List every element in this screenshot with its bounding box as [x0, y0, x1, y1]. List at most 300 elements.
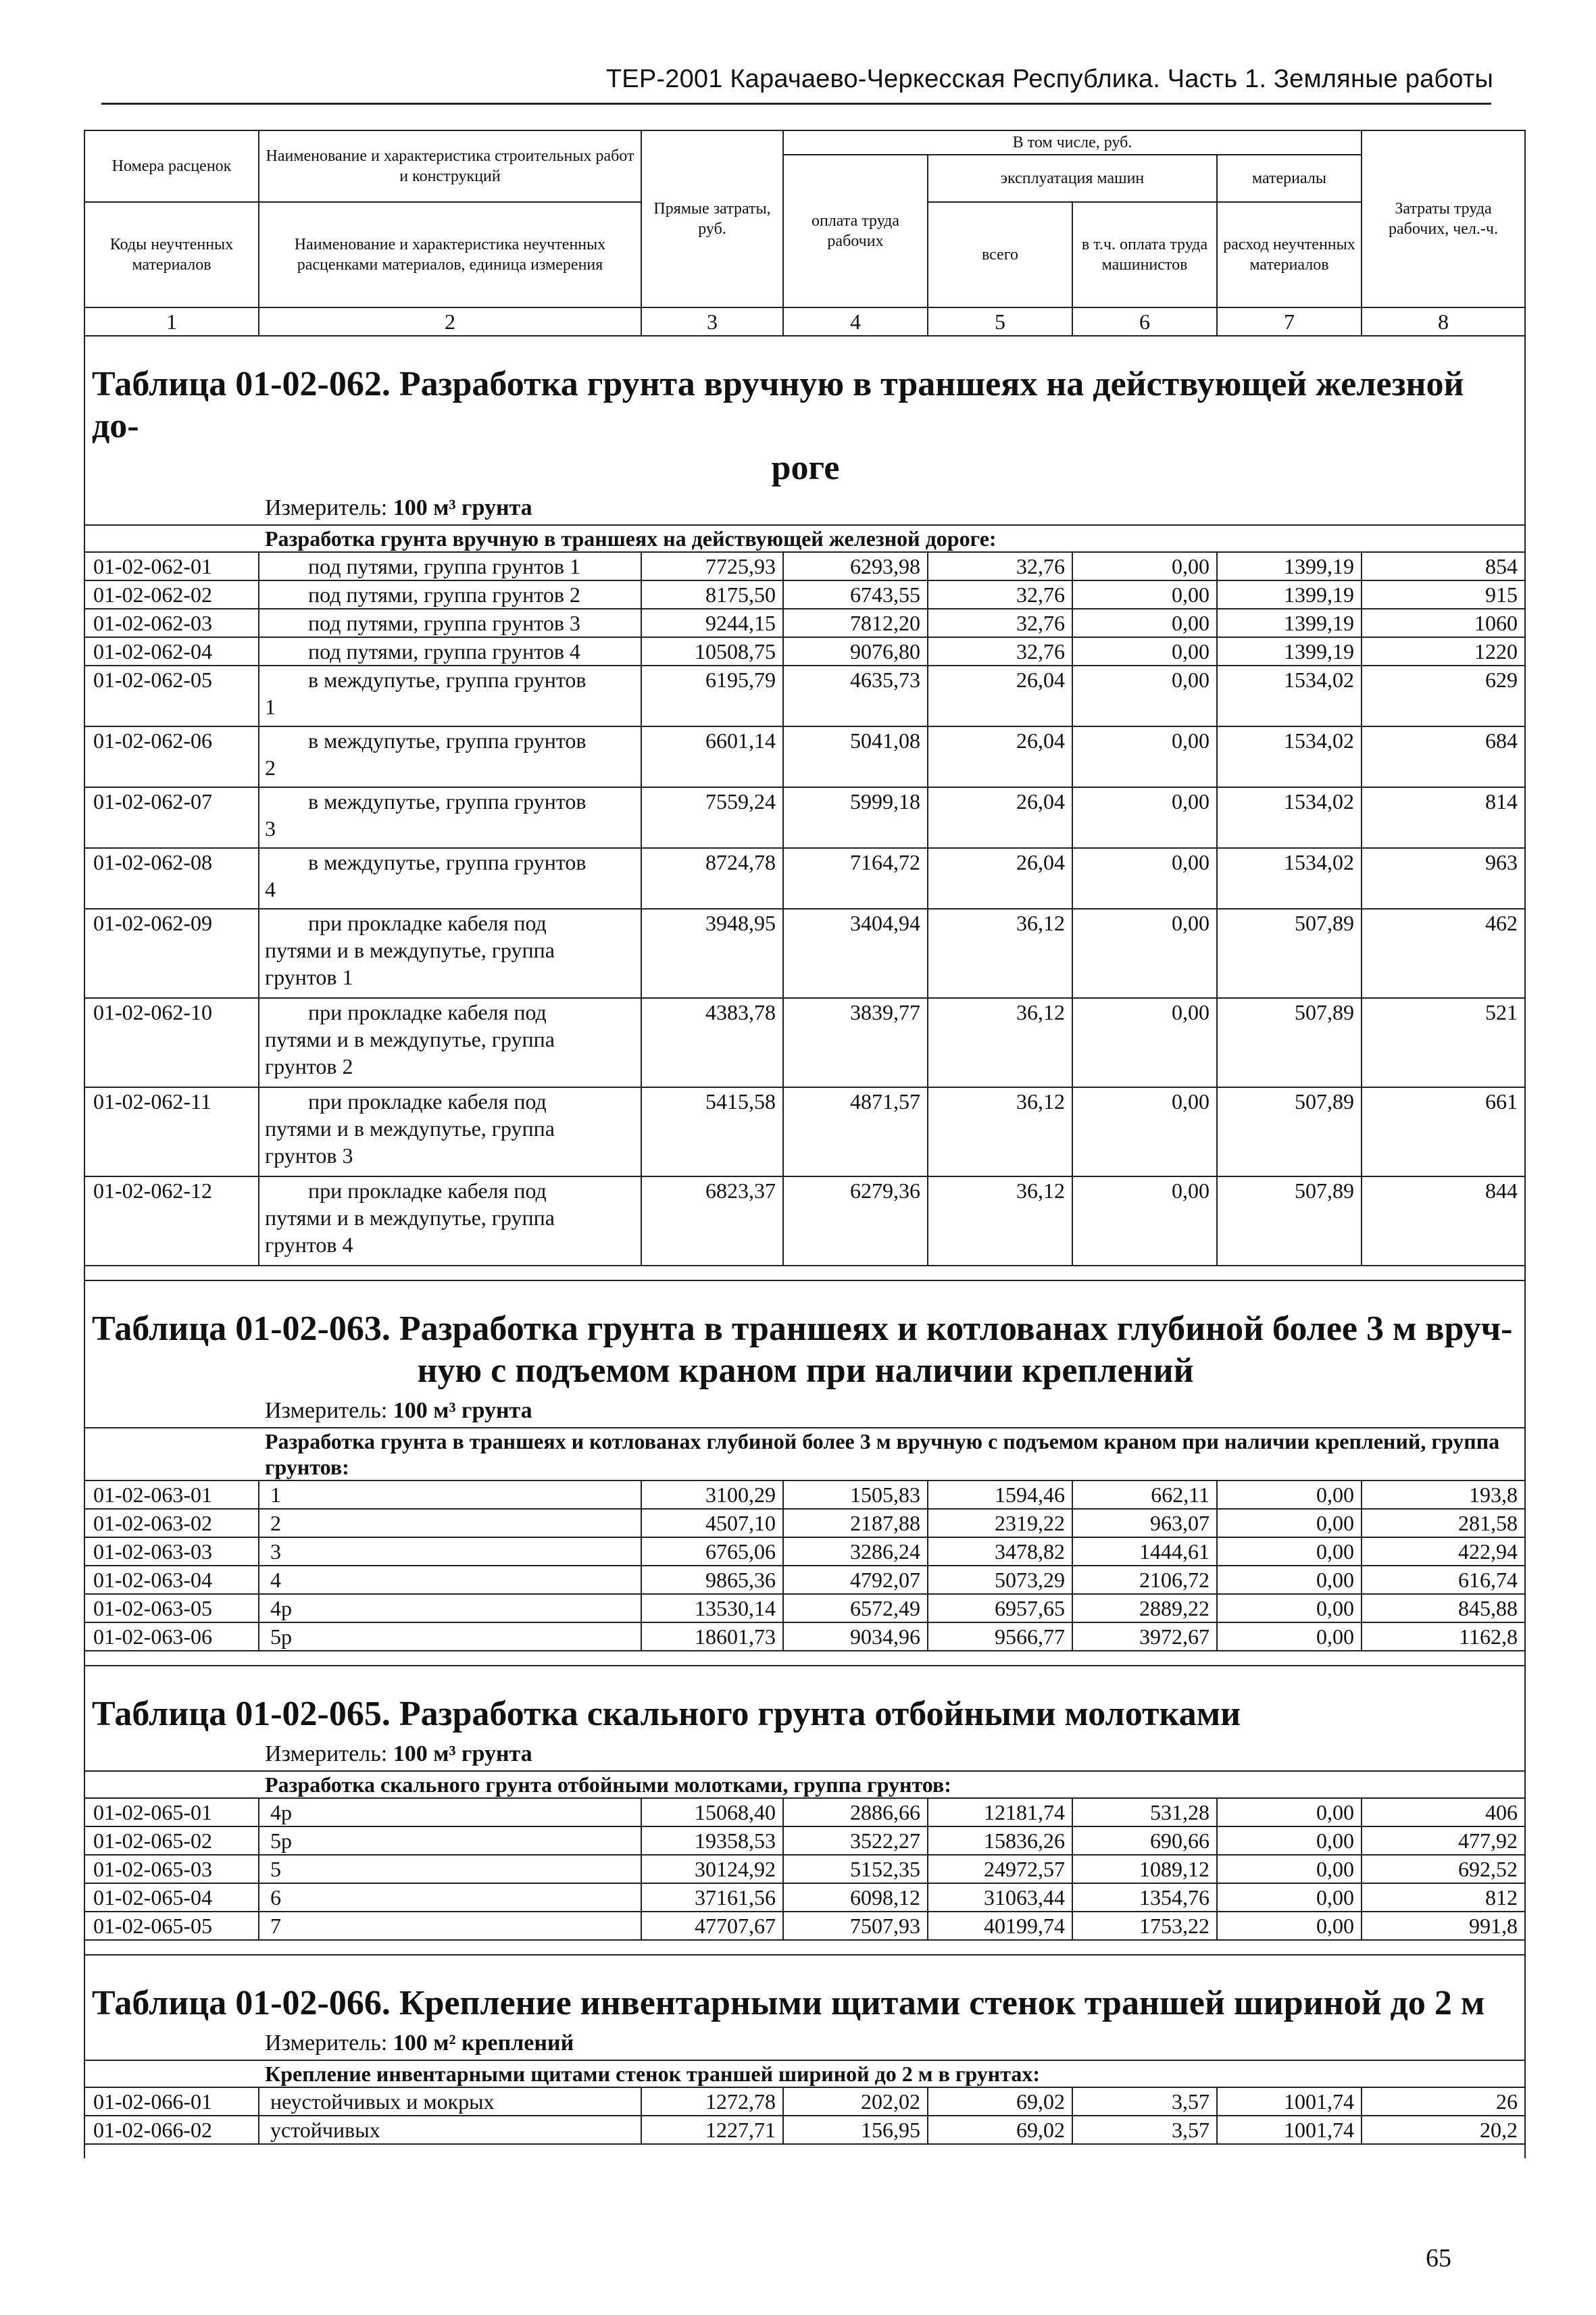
- table-body: [84, 336, 1525, 2158]
- value-c5: 69,02: [928, 2116, 1072, 2144]
- value-c7: 0,00: [1217, 1509, 1362, 1537]
- value-c3: 6765,06: [641, 1537, 783, 1566]
- unit-row: [84, 489, 1525, 525]
- value-c8: 854: [1362, 552, 1525, 580]
- value-c7: 0,00: [1217, 1566, 1362, 1594]
- work-name: при прокладке кабеля под: [308, 1089, 547, 1114]
- work-name-cell: [259, 1798, 641, 1826]
- rate-code: 01-02-062-08: [84, 848, 259, 909]
- value-c4: 156,95: [783, 2116, 928, 2144]
- work-name-line-3: грунтов 1: [265, 965, 353, 989]
- value-c6: 0,00: [1072, 1176, 1217, 1266]
- value-c3: 8175,50: [641, 580, 783, 609]
- table-row: [84, 787, 1525, 848]
- value-c8: 1220: [1362, 637, 1525, 666]
- page-number: 65: [1426, 2244, 1451, 2272]
- value-c7: 507,89: [1217, 998, 1362, 1087]
- work-name-cell: [259, 666, 641, 726]
- work-name: 5р: [270, 1828, 292, 1853]
- value-c6: 0,00: [1072, 609, 1217, 637]
- table-row: [84, 998, 1525, 1087]
- value-c5: 6957,65: [928, 1594, 1072, 1622]
- value-c6: 963,07: [1072, 1509, 1217, 1537]
- rate-code: 01-02-062-03: [84, 609, 259, 637]
- value-c7: 0,00: [1217, 1826, 1362, 1855]
- value-c3: 5415,58: [641, 1087, 783, 1176]
- work-name-cell: [259, 609, 641, 637]
- work-name-cell: [259, 787, 641, 848]
- value-c8: 20,2: [1362, 2116, 1525, 2144]
- value-c4: 7812,20: [783, 609, 928, 637]
- work-name-line-2: 2: [265, 755, 276, 780]
- table-row: [84, 1509, 1525, 1537]
- table-row: [84, 1855, 1525, 1883]
- spacer-cell: [84, 1266, 1525, 1280]
- value-c8: 1060: [1362, 609, 1525, 637]
- value-c5: 1594,46: [928, 1480, 1072, 1509]
- table-row: [84, 1798, 1525, 1826]
- value-c7: 1399,19: [1217, 637, 1362, 666]
- value-c4: 6572,49: [783, 1594, 928, 1622]
- value-c4: 4871,57: [783, 1087, 928, 1176]
- value-c6: 2889,22: [1072, 1594, 1217, 1622]
- value-c8: 915: [1362, 580, 1525, 609]
- value-c7: 0,00: [1217, 1883, 1362, 1912]
- value-c4: 5999,18: [783, 787, 928, 848]
- value-c5: 26,04: [928, 726, 1072, 787]
- unit-value: 100 м³ грунта: [393, 495, 532, 520]
- value-c4: 7164,72: [783, 848, 928, 909]
- value-c6: 0,00: [1072, 637, 1217, 666]
- section-title: Таблица 01-02-065. Разработка скального грунта отбойными молотками: [92, 1695, 1241, 1733]
- value-c6: 3972,67: [1072, 1622, 1217, 1651]
- table-row: [84, 552, 1525, 580]
- section-subheader: Крепление инвентарными щитами стенок траншей шириной до 2 м в грунтах:: [84, 2060, 1525, 2087]
- work-name: в междупутье, группа грунтов: [308, 850, 587, 874]
- unit-line: [85, 495, 1524, 522]
- unit-value: 100 м³ грунта: [393, 1398, 532, 1423]
- section-title: Таблица 01-02-063. Разработка грунта в траншеях и котлованах глубиной более 3 м вруч-: [92, 1310, 1513, 1348]
- work-name-cell: [259, 1622, 641, 1651]
- work-name-cell: [259, 998, 641, 1087]
- value-c3: 1272,78: [641, 2087, 783, 2116]
- section-title-cell: [84, 1280, 1525, 1392]
- table-row: [84, 609, 1525, 637]
- table-row: [84, 637, 1525, 666]
- column-header-2-top: Наименование и характеристика строительных работ и конструкций: [259, 130, 641, 202]
- table-row: [84, 1176, 1525, 1266]
- work-name: 1: [270, 1483, 281, 1507]
- work-name-cell: [259, 580, 641, 609]
- work-name: в междупутье, группа грунтов: [308, 728, 587, 753]
- column-header-machines: эксплуатация машин: [928, 155, 1217, 202]
- value-c4: 5152,35: [783, 1855, 928, 1883]
- value-c6: 0,00: [1072, 580, 1217, 609]
- value-c8: 521: [1362, 998, 1525, 1087]
- value-c4: 1505,83: [783, 1480, 928, 1509]
- value-c5: 36,12: [928, 1087, 1072, 1176]
- work-name: 4: [270, 1568, 281, 1592]
- value-c3: 1227,71: [641, 2116, 783, 2144]
- value-c3: 37161,56: [641, 1883, 783, 1912]
- value-c7: 507,89: [1217, 1176, 1362, 1266]
- value-c4: 3522,27: [783, 1826, 928, 1855]
- unit-line: [85, 1741, 1524, 1768]
- value-c7: 1001,74: [1217, 2087, 1362, 2116]
- value-c7: 1001,74: [1217, 2116, 1362, 2144]
- value-c8: 193,8: [1362, 1480, 1525, 1509]
- section-spacer: [84, 2144, 1525, 2158]
- section-title-cell: [84, 336, 1525, 489]
- table-row: [84, 1537, 1525, 1566]
- section-subheader: Разработка грунта вручную в траншеях на действующей железной дороге:: [84, 525, 1525, 552]
- unit-cell: [84, 1392, 1525, 1428]
- value-c3: 7559,24: [641, 787, 783, 848]
- value-c4: 6293,98: [783, 552, 928, 580]
- subheader-row: [84, 1428, 1525, 1480]
- rates-table: [84, 130, 1526, 2158]
- value-c3: 4507,10: [641, 1509, 783, 1537]
- value-c4: 4792,07: [783, 1566, 928, 1594]
- work-name-line-2: 4: [265, 877, 276, 901]
- column-number: 3: [641, 307, 783, 336]
- section-spacer: [84, 1940, 1525, 1955]
- work-name-cell: [259, 1480, 641, 1509]
- work-name-cell: [259, 1566, 641, 1594]
- value-c3: 3100,29: [641, 1480, 783, 1509]
- value-c7: 0,00: [1217, 1855, 1362, 1883]
- value-c3: 9244,15: [641, 609, 783, 637]
- value-c6: 2106,72: [1072, 1566, 1217, 1594]
- work-name: при прокладке кабеля под: [308, 911, 547, 935]
- value-c3: 6195,79: [641, 666, 783, 726]
- value-c7: 0,00: [1217, 1622, 1362, 1651]
- section-spacer: [84, 1651, 1525, 1666]
- value-c5: 32,76: [928, 637, 1072, 666]
- rate-code: 01-02-065-05: [84, 1912, 259, 1940]
- subheader-row: [84, 2060, 1525, 2087]
- work-name: 3: [270, 1539, 281, 1564]
- value-c6: 690,66: [1072, 1826, 1217, 1855]
- value-c8: 991,8: [1362, 1912, 1525, 1940]
- table-row: [84, 848, 1525, 909]
- value-c8: 845,88: [1362, 1594, 1525, 1622]
- unit-label: Измеритель:: [265, 1398, 393, 1423]
- work-name-cell: [259, 1594, 641, 1622]
- section-subheader: Разработка грунта в траншеях и котлованах глубиной более 3 м вручную с подъемом краном при наличии креплений, группа грунтов:: [84, 1428, 1525, 1480]
- value-c8: 844: [1362, 1176, 1525, 1266]
- column-header-7: расход неучтенных материалов: [1217, 202, 1362, 307]
- value-c4: 7507,93: [783, 1912, 928, 1940]
- rate-code: 01-02-063-01: [84, 1480, 259, 1509]
- rate-code: 01-02-063-06: [84, 1622, 259, 1651]
- value-c4: 2187,88: [783, 1509, 928, 1537]
- work-name-cell: [259, 1509, 641, 1537]
- spacer-cell: [84, 1651, 1525, 1666]
- unit-cell: [84, 1735, 1525, 1771]
- value-c5: 24972,57: [928, 1855, 1072, 1883]
- unit-row: [84, 1735, 1525, 1771]
- unit-row: [84, 1392, 1525, 1428]
- value-c6: 1753,22: [1072, 1912, 1217, 1940]
- column-header-5: всего: [928, 202, 1072, 307]
- value-c5: 26,04: [928, 666, 1072, 726]
- value-c6: 3,57: [1072, 2087, 1217, 2116]
- rate-code: 01-02-062-09: [84, 909, 259, 998]
- value-c7: 0,00: [1217, 1537, 1362, 1566]
- value-c5: 26,04: [928, 848, 1072, 909]
- work-name: под путями, группа грунтов 1: [308, 554, 580, 578]
- column-number: 6: [1072, 307, 1217, 336]
- value-c7: 1534,02: [1217, 787, 1362, 848]
- value-c5: 32,76: [928, 609, 1072, 637]
- rate-code: 01-02-062-06: [84, 726, 259, 787]
- value-c5: 15836,26: [928, 1826, 1072, 1855]
- value-c6: 0,00: [1072, 848, 1217, 909]
- value-c8: 477,92: [1362, 1826, 1525, 1855]
- value-c8: 963: [1362, 848, 1525, 909]
- work-name: устойчивых: [270, 2118, 380, 2142]
- value-c4: 9076,80: [783, 637, 928, 666]
- unit-label: Измеритель:: [265, 495, 393, 520]
- spacer-cell: [84, 1940, 1525, 1955]
- work-name: при прокладке кабеля под: [308, 1000, 547, 1024]
- column-header-8: Затраты труда рабочих, чел.-ч.: [1362, 130, 1525, 307]
- value-c6: 662,11: [1072, 1480, 1217, 1509]
- section-title-cell: [84, 1666, 1525, 1735]
- work-name-line-2: путями и в междупутье, группа: [265, 1116, 555, 1141]
- value-c5: 32,76: [928, 552, 1072, 580]
- rate-code: 01-02-062-05: [84, 666, 259, 726]
- column-number: 5: [928, 307, 1072, 336]
- work-name-cell: [259, 1537, 641, 1566]
- unit-line: [85, 1397, 1524, 1424]
- value-c8: 684: [1362, 726, 1525, 787]
- value-c4: 6743,55: [783, 580, 928, 609]
- value-c8: 812: [1362, 1883, 1525, 1912]
- value-c4: 9034,96: [783, 1622, 928, 1651]
- value-c6: 1089,12: [1072, 1855, 1217, 1883]
- rate-code: 01-02-062-02: [84, 580, 259, 609]
- value-c7: 1534,02: [1217, 666, 1362, 726]
- table-row: [84, 580, 1525, 609]
- work-name-cell: [259, 2087, 641, 2116]
- column-header-3: Прямые затраты, руб.: [641, 130, 783, 307]
- work-name: 5: [270, 1857, 281, 1881]
- work-name-line-3: грунтов 2: [265, 1054, 353, 1078]
- column-number: 8: [1362, 307, 1525, 336]
- work-name-cell: [259, 1912, 641, 1940]
- value-c8: 814: [1362, 787, 1525, 848]
- work-name-cell: [259, 2116, 641, 2144]
- work-name: 4р: [270, 1596, 292, 1620]
- rate-code: 01-02-062-04: [84, 637, 259, 666]
- column-header-6: в т.ч. оплата труда машинистов: [1072, 202, 1217, 307]
- table-row: [84, 1883, 1525, 1912]
- value-c5: 36,12: [928, 1176, 1072, 1266]
- work-name-line-2: путями и в междупутье, группа: [265, 1027, 555, 1051]
- work-name-cell: [259, 1826, 641, 1855]
- table-row: [84, 666, 1525, 726]
- table-row: [84, 909, 1525, 998]
- value-c3: 7725,93: [641, 552, 783, 580]
- section-spacer: [84, 1266, 1525, 1280]
- unit-cell: [84, 2024, 1525, 2060]
- value-c7: 1534,02: [1217, 726, 1362, 787]
- value-c8: 406: [1362, 1798, 1525, 1826]
- value-c3: 3948,95: [641, 909, 783, 998]
- value-c5: 36,12: [928, 909, 1072, 998]
- work-name: 4р: [270, 1800, 292, 1824]
- work-name: под путями, группа грунтов 3: [308, 611, 580, 635]
- rates-table-wrapper: [84, 130, 1524, 2158]
- column-header-1-top: Номера расценок: [84, 130, 259, 202]
- value-c8: 661: [1362, 1087, 1525, 1176]
- work-name: в междупутье, группа грунтов: [308, 789, 587, 814]
- work-name: 7: [270, 1914, 281, 1938]
- value-c4: 3404,94: [783, 909, 928, 998]
- value-c6: 0,00: [1072, 787, 1217, 848]
- rate-code: 01-02-062-01: [84, 552, 259, 580]
- work-name-cell: [259, 1087, 641, 1176]
- value-c5: 40199,74: [928, 1912, 1072, 1940]
- value-c8: 616,74: [1362, 1566, 1525, 1594]
- work-name-line-3: грунтов 3: [265, 1143, 353, 1168]
- column-number: 4: [783, 307, 928, 336]
- value-c8: 26: [1362, 2087, 1525, 2116]
- rate-code: 01-02-062-10: [84, 998, 259, 1087]
- column-header-1-bottom: Коды неучтенных материалов: [84, 202, 259, 307]
- column-number: 2: [259, 307, 641, 336]
- table-row: [84, 1826, 1525, 1855]
- value-c6: 531,28: [1072, 1798, 1217, 1826]
- value-c5: 3478,82: [928, 1537, 1072, 1566]
- unit-row: [84, 2024, 1525, 2060]
- work-name-cell: [259, 1176, 641, 1266]
- value-c7: 0,00: [1217, 1798, 1362, 1826]
- value-c5: 5073,29: [928, 1566, 1072, 1594]
- work-name-cell: [259, 1883, 641, 1912]
- section-title-row: [84, 1280, 1525, 1392]
- table-header: [84, 130, 1525, 307]
- work-name: 6: [270, 1885, 281, 1910]
- value-c8: 1162,8: [1362, 1622, 1525, 1651]
- value-c3: 8724,78: [641, 848, 783, 909]
- rate-code: 01-02-065-01: [84, 1798, 259, 1826]
- work-name: неустойчивых и мокрых: [270, 2089, 495, 2114]
- table-row: [84, 1594, 1525, 1622]
- work-name: под путями, группа грунтов 2: [308, 582, 580, 607]
- value-c5: 12181,74: [928, 1798, 1072, 1826]
- unit-value: 100 м³ грунта: [393, 1741, 532, 1766]
- subheader-row: [84, 1771, 1525, 1798]
- value-c3: 13530,14: [641, 1594, 783, 1622]
- value-c4: 4635,73: [783, 666, 928, 726]
- value-c3: 6823,37: [641, 1176, 783, 1266]
- column-header-4: оплата труда рабочих: [783, 155, 928, 307]
- section-title-continued: роге: [771, 449, 840, 487]
- work-name-cell: [259, 1855, 641, 1883]
- value-c4: 202,02: [783, 2087, 928, 2116]
- section-title-row: [84, 336, 1525, 489]
- value-c3: 18601,73: [641, 1622, 783, 1651]
- value-c7: 0,00: [1217, 1912, 1362, 1940]
- value-c8: 462: [1362, 909, 1525, 998]
- unit-line: [85, 2030, 1524, 2057]
- value-c6: 3,57: [1072, 2116, 1217, 2144]
- value-c3: 10508,75: [641, 637, 783, 666]
- value-c4: 6098,12: [783, 1883, 928, 1912]
- section-title: Таблица 01-02-062. Разработка грунта вручную в траншеях на действующей железной до-: [92, 365, 1464, 445]
- value-c6: 0,00: [1072, 666, 1217, 726]
- work-name: 5р: [270, 1624, 292, 1649]
- work-name-line-2: путями и в междупутье, группа: [265, 1205, 555, 1230]
- work-name-cell: [259, 637, 641, 666]
- work-name-line-2: путями и в междупутье, группа: [265, 938, 555, 962]
- rate-code: 01-02-065-03: [84, 1855, 259, 1883]
- rate-code: 01-02-063-02: [84, 1509, 259, 1537]
- value-c3: 30124,92: [641, 1855, 783, 1883]
- table-row: [84, 726, 1525, 787]
- column-group-header: В том числе, руб.: [783, 130, 1362, 155]
- value-c5: 26,04: [928, 787, 1072, 848]
- value-c4: 2886,66: [783, 1798, 928, 1826]
- work-name-line-2: 3: [265, 816, 276, 841]
- section-title-continued: ную с подъемом краном при наличии креплений: [417, 1351, 1194, 1390]
- section-title-row: [84, 1955, 1525, 2024]
- rate-code: 01-02-063-05: [84, 1594, 259, 1622]
- value-c4: 3839,77: [783, 998, 928, 1087]
- value-c4: 5041,08: [783, 726, 928, 787]
- value-c7: 1399,19: [1217, 552, 1362, 580]
- value-c6: 1354,76: [1072, 1883, 1217, 1912]
- value-c8: 692,52: [1362, 1855, 1525, 1883]
- value-c3: 47707,67: [641, 1912, 783, 1940]
- table-row: [84, 1480, 1525, 1509]
- rate-code: 01-02-066-01: [84, 2087, 259, 2116]
- subheader-row: [84, 525, 1525, 552]
- value-c8: 422,94: [1362, 1537, 1525, 1566]
- work-name-cell: [259, 726, 641, 787]
- work-name: при прокладке кабеля под: [308, 1178, 547, 1203]
- work-name-line-2: 1: [265, 695, 276, 719]
- work-name: под путями, группа грунтов 4: [308, 639, 580, 664]
- column-number: 7: [1217, 307, 1362, 336]
- value-c7: 1399,19: [1217, 609, 1362, 637]
- value-c4: 6279,36: [783, 1176, 928, 1266]
- value-c3: 15068,40: [641, 1798, 783, 1826]
- value-c3: 9865,36: [641, 1566, 783, 1594]
- table-row: [84, 1912, 1525, 1940]
- rate-code: 01-02-062-12: [84, 1176, 259, 1266]
- value-c4: 3286,24: [783, 1537, 928, 1566]
- spacer-cell: [84, 2144, 1525, 2158]
- unit-cell: [84, 489, 1525, 525]
- header-rule: [101, 103, 1491, 105]
- work-name: 2: [270, 1511, 281, 1535]
- value-c5: 31063,44: [928, 1883, 1072, 1912]
- column-numbers-row: [84, 307, 1525, 336]
- value-c7: 507,89: [1217, 909, 1362, 998]
- table-row: [84, 1622, 1525, 1651]
- value-c6: 0,00: [1072, 998, 1217, 1087]
- unit-label: Измеритель:: [265, 1741, 393, 1766]
- value-c8: 629: [1362, 666, 1525, 726]
- value-c7: 0,00: [1217, 1594, 1362, 1622]
- value-c5: 32,76: [928, 580, 1072, 609]
- value-c3: 6601,14: [641, 726, 783, 787]
- rate-code: 01-02-063-03: [84, 1537, 259, 1566]
